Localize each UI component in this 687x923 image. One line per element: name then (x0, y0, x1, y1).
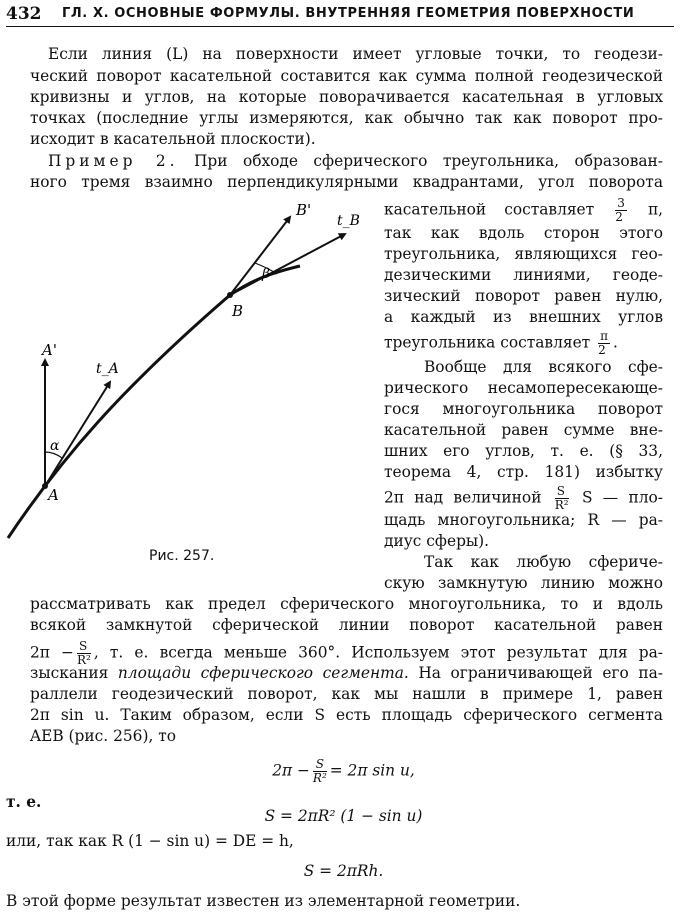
rcol-line-11: касательной равен сумме вне- (384, 421, 663, 439)
para2-line-5: раллели геодезический поворот, как мы нашли в примере 1, равен (30, 685, 663, 703)
rcol-line-13: теорема 4, стр. 181) избытку (384, 463, 663, 481)
para2-italic-term: площади сферического сегмента. (117, 664, 409, 682)
frac-num: S (77, 640, 91, 654)
rcol-line-7 (384, 330, 663, 357)
running-title: ГЛ. X. ОСНОВНЫЕ ФОРМУЛЫ. ВНУТРЕННЯЯ ГЕОМЕТРИЯ ПОВЕРХНОСТИ (62, 6, 635, 21)
label-b-prime: B' (296, 201, 312, 219)
rcol-line-17: Так как любую сфериче- (424, 553, 663, 571)
figure-caption: Рис. 257. (149, 548, 215, 564)
fraction-3-2 (615, 197, 627, 224)
frac-den: R² (554, 498, 569, 512)
rcol-line-3: треугольника, являющихся гео- (384, 245, 663, 263)
frac-num: S (313, 758, 327, 772)
para2-text-4a: зыскания (30, 664, 109, 682)
rcol-line-14 (384, 485, 663, 512)
figure-257 (0, 190, 380, 550)
final-line: В этой форме результат известен из элементарной геометрии. (6, 892, 521, 910)
equation-1 (0, 758, 687, 785)
rcol-line-15: щадь многоугольника; R — ра- (384, 511, 663, 529)
rcol-line-16: диус сферы). (384, 532, 490, 550)
eq1-left: 2π − (272, 761, 310, 780)
para2-line-1: рассматривать как предел сферического многоугольника, то и вдоль (30, 595, 663, 613)
rcol-line-2: так как вдоль сторон этого (384, 224, 663, 242)
eq1-right: = 2π sin u, (329, 761, 415, 780)
eq1-fraction (313, 758, 327, 785)
para1-line-5: исходит в касательной плоскости). (30, 130, 316, 148)
ili-line: или, так как R (1 − sin u) = DE = h, (6, 832, 294, 850)
rcol-line-1 (384, 197, 663, 224)
rcol-text-14a: 2π над величиной (384, 488, 542, 507)
rcol-line-6: а каждый из внешних углов (384, 308, 663, 326)
rcol-line-4: дезическими линиями, геоде- (384, 266, 663, 284)
label-alpha: α (50, 438, 60, 454)
label-a-prime: A' (42, 341, 57, 359)
vector-t-a (45, 382, 110, 486)
rcol-line-18: скую замкнутую линию можно (384, 574, 663, 592)
frac-den: 2 (615, 210, 623, 224)
frac-den: 2 (598, 343, 606, 357)
para1-line-2: ческий поворот касательной составится как сумма полной геодезической (30, 67, 663, 85)
para2-line-7: AEB (рис. 256), то (30, 727, 177, 745)
label-t-b: t_B (337, 213, 360, 229)
frac-num: 3 (617, 196, 625, 210)
frac-num: π (600, 329, 608, 343)
label-t-a: t_A (96, 361, 119, 377)
frac-num: S (555, 485, 569, 499)
fraction-pi-2 (598, 330, 610, 357)
rcol-tail-1: π, (647, 200, 663, 219)
rcol-line-12: шних его углов, т. е. (§ 33, (384, 442, 663, 460)
example-line-2: ного тремя взаимно перпендикулярными квадрантами, угол поворота (30, 173, 663, 191)
page-number: 432 (6, 4, 42, 24)
rcol-text-7: треугольника составляет (384, 333, 591, 352)
frac-den: R² (76, 653, 91, 667)
para2-text-4b: На ограничивающей его па- (418, 664, 663, 682)
example-line-1 (48, 151, 663, 172)
para2-line-6: 2π sin u. Таким образом, если S есть площадь сферического сегмента (30, 706, 663, 724)
label-a: A (48, 486, 59, 504)
para1-line-3: кривизны и углов, на которые поворачивается касательная в угловых (30, 88, 663, 106)
para2-line-2: всякой замкнутой сферической линии поворот касательной равен (30, 616, 663, 634)
label-beta: β (262, 266, 271, 282)
te-label: т. е. (6, 793, 42, 811)
rcol-line-8: Вообще для всякого сфе- (424, 358, 663, 376)
point-b (227, 292, 233, 298)
rcol-line-10: гося многоугольника поворот (384, 400, 663, 418)
equation-2: S = 2πR² (1 − sin u) (264, 807, 423, 825)
para2-text-3b: , т. е. всегда меньше 360°. Используем этот результат для ра- (93, 643, 663, 662)
rcol-text-1: касательной составляет (384, 200, 595, 219)
equation-3: S = 2πRh. (303, 862, 384, 880)
example-label: Пример 2. (48, 152, 179, 170)
rcol-line-5: зический поворот равен нулю, (384, 287, 663, 305)
vector-b-prime (230, 217, 290, 295)
rcol-line-9: рического несамопересекающе- (384, 379, 663, 397)
rcol-tail-7: . (613, 333, 618, 352)
page-header (6, 2, 674, 27)
para2-text-3a: 2π − (30, 643, 74, 662)
rcol-text-14b: S — пло- (581, 488, 663, 507)
label-b: B (232, 302, 244, 320)
para2-line-4 (30, 663, 663, 684)
example-text-1: При обходе сферического треугольника, образован- (194, 152, 663, 170)
para1-line-4: точках (последние углы измеряются, как обычно так как поворот про- (30, 109, 663, 127)
para1-line-1: Если линия (L) на поверхности имеет угловые точки, то геодези- (48, 45, 663, 63)
frac-den: R² (312, 771, 327, 785)
fraction-s-r2 (555, 485, 569, 512)
vector-t-b (230, 234, 345, 295)
